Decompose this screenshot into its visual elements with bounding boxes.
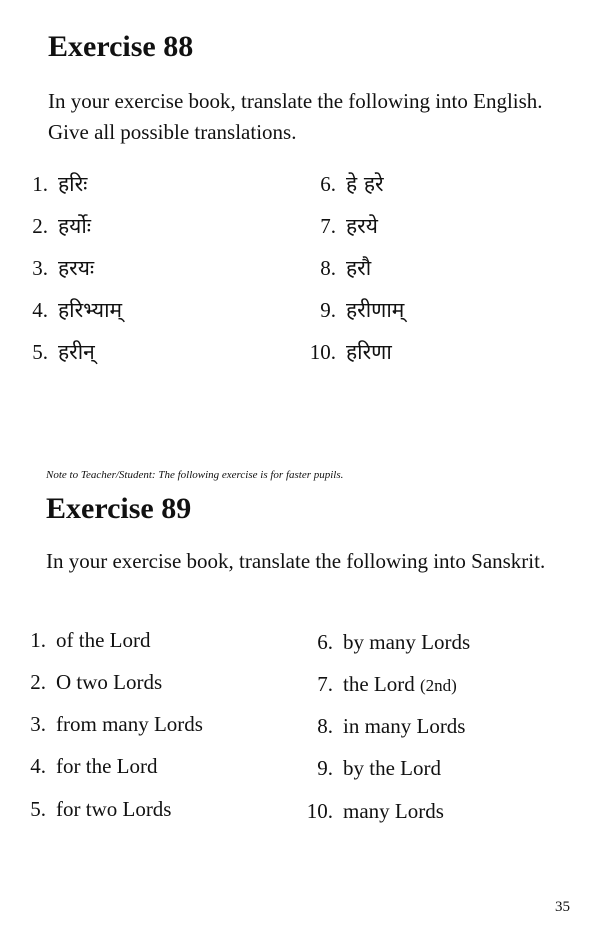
page-number: 35 [555, 899, 570, 915]
exercise-88-title: Exercise 88 [48, 30, 194, 63]
list-item: 7. the Lord (2nd) [317, 672, 457, 696]
exercise-89-title: Exercise 89 [46, 492, 192, 525]
list-item: 2. O two Lords [30, 670, 163, 694]
list-item: 1. of the Lord [30, 628, 151, 652]
list-item: 5. for two Lords [30, 797, 172, 821]
list-item: 4. for the Lord [30, 754, 158, 778]
list-item: 10. many Lords [306, 799, 444, 823]
list-item: 7. हरये [320, 214, 378, 238]
list-item: 2. हर्योः [32, 214, 92, 238]
list-item: 4. हरिभ्याम् [32, 298, 123, 322]
list-item: 10. हरिणा [309, 340, 392, 364]
list-item: 8. in many Lords [317, 714, 466, 738]
list-item: 3. from many Lords [30, 712, 203, 736]
list-item: 3. हरयः [32, 256, 95, 280]
list-item: 9. by the Lord [317, 756, 441, 780]
list-item: 1. हरिः [32, 172, 88, 196]
exercise-88-instructions: In your exercise book, translate the following into English. Give all possible translations. [48, 89, 543, 144]
list-item: 8. हरौ [320, 256, 372, 280]
exercise-89-instructions: In your exercise book, translate the following into Sanskrit. [46, 549, 546, 573]
list-item: 9. हरीणाम् [320, 298, 405, 322]
list-item: 5. हरीन् [32, 340, 95, 364]
teacher-note: Note to Teacher/Student: The following exercise is for faster pupils. [46, 469, 344, 481]
list-item: 6. हे हरे [320, 172, 384, 196]
list-item: 6. by many Lords [317, 630, 471, 654]
